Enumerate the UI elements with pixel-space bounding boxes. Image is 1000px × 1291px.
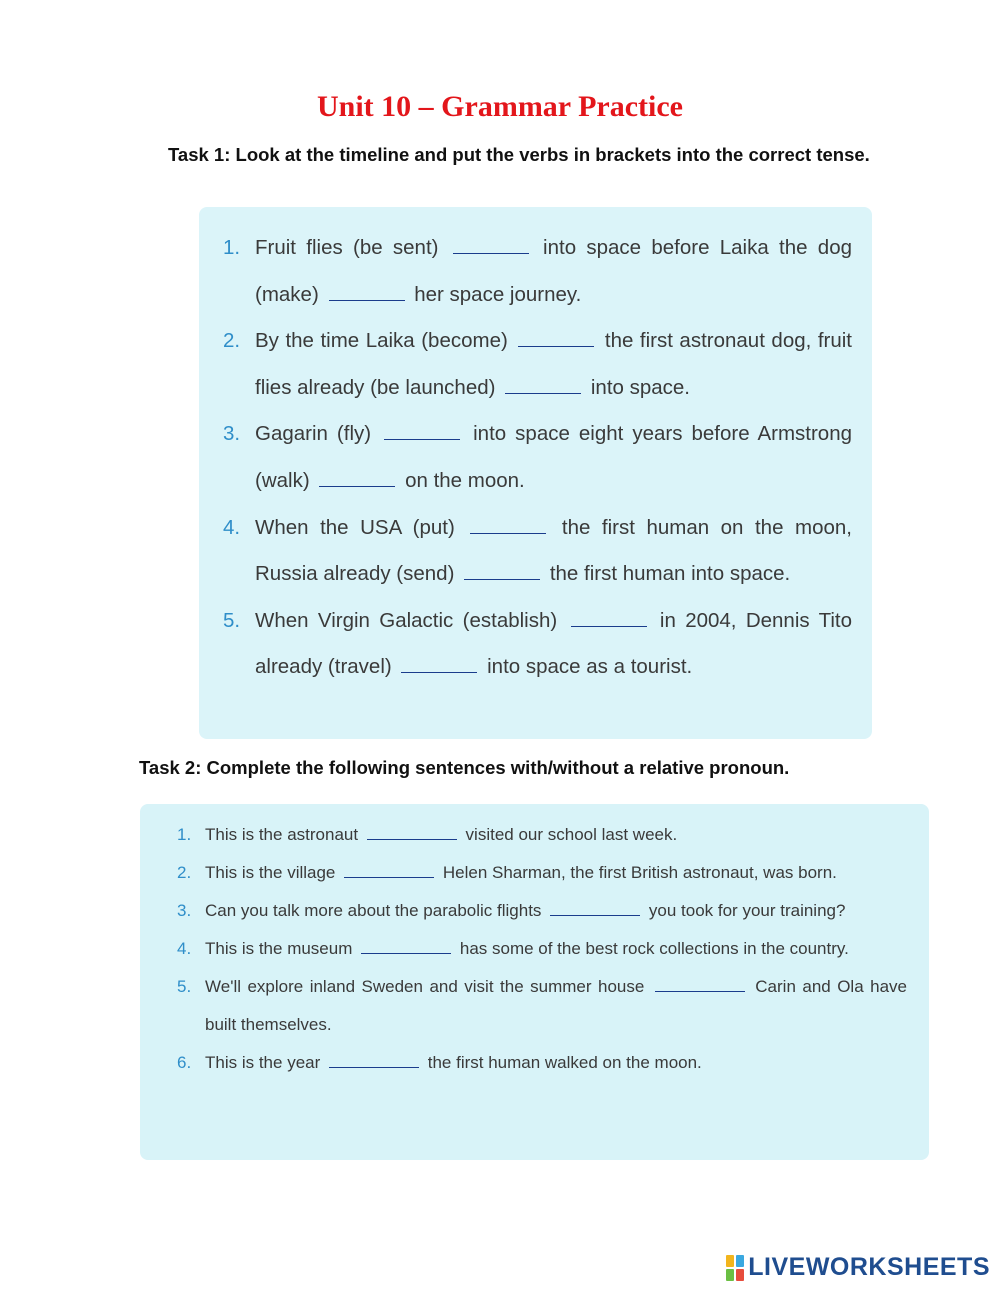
item-text: in 2004, Dennis Tito already (travel): [255, 608, 853, 679]
task2-item: [177, 892, 907, 930]
logo-square: [736, 1255, 744, 1267]
answer-blank[interactable]: [384, 419, 460, 441]
item-text: the first astronaut dog, fruit flies already (be launched): [255, 329, 853, 399]
item-text: the first human on the moon, Russia already (send): [255, 515, 852, 586]
item-text: When Virgin Galactic (establish): [255, 608, 558, 632]
item-text: This is the village: [205, 863, 336, 882]
item-number: 4.: [223, 515, 241, 539]
item-text: This is the year: [205, 1053, 321, 1072]
logo-text: LIVEWORKSHEETS: [748, 1253, 990, 1281]
liveworksheets-logo[interactable]: [726, 1253, 990, 1282]
task2-item: [177, 930, 907, 968]
item-text: visited our school last week.: [465, 825, 678, 844]
logo-square: [736, 1269, 744, 1281]
task1-item: [223, 411, 852, 504]
task2-exercise-box: [140, 804, 929, 1160]
answer-blank[interactable]: [470, 512, 546, 534]
item-number: 2.: [223, 329, 241, 353]
item-number: 4.: [177, 939, 192, 958]
task1-item: [223, 598, 852, 691]
logo-square: [726, 1255, 734, 1267]
item-number: 1.: [223, 236, 241, 259]
item-text: the first human walked on the moon.: [427, 1053, 702, 1072]
answer-blank[interactable]: [505, 372, 581, 394]
answer-blank[interactable]: [464, 559, 540, 581]
item-text: her space journey.: [414, 282, 582, 306]
item-text: Fruit flies (be sent): [255, 236, 439, 259]
item-text: the first human into space.: [549, 562, 791, 586]
answer-blank[interactable]: [329, 1050, 419, 1068]
item-text: you took for your training?: [648, 901, 846, 920]
item-text: Can you talk more about the parabolic flights: [205, 901, 542, 920]
logo-square: [726, 1269, 734, 1281]
item-text: Helen Sharman, the first British astronaut, was born.: [442, 863, 837, 882]
item-number: 2.: [177, 863, 192, 882]
item-text: Carin and Ola have built themselves.: [205, 977, 907, 1034]
answer-blank[interactable]: [319, 465, 395, 487]
item-text: We'll explore inland Sweden and visit the summer house: [205, 977, 645, 996]
answer-blank[interactable]: [453, 233, 529, 255]
item-text: By the time Laika (become): [255, 329, 508, 353]
task2-item: [177, 854, 907, 892]
item-number: 5.: [177, 977, 192, 996]
task2-heading: Task 2: Complete the following sentences with/without a relative pronoun.: [139, 757, 790, 778]
logo-mark-icon: [726, 1255, 744, 1281]
task1-item: [223, 225, 852, 318]
answer-blank[interactable]: [329, 279, 405, 301]
item-text: This is the astronaut: [205, 825, 359, 844]
item-number: 1.: [177, 825, 192, 844]
answer-blank[interactable]: [518, 326, 594, 348]
task1-heading: Task 1: Look at the timeline and put the verbs in brackets into the correct tense.: [168, 144, 870, 165]
task2-item: [177, 1044, 907, 1082]
item-text: into space.: [590, 375, 691, 399]
page-title: Unit 10 – Grammar Practice: [317, 90, 683, 123]
item-text: Gagarin (fly): [255, 422, 372, 446]
item-number: 3.: [177, 901, 192, 920]
task1-item: [223, 505, 852, 598]
answer-blank[interactable]: [550, 898, 640, 916]
item-text: has some of the best rock collections in the country.: [459, 939, 849, 958]
item-number: 6.: [177, 1053, 192, 1072]
answer-blank[interactable]: [401, 652, 477, 674]
item-text: into space as a tourist.: [487, 655, 693, 679]
item-text: into space eight years before Armstrong (walk): [255, 422, 853, 492]
answer-blank[interactable]: [571, 605, 647, 627]
answer-blank[interactable]: [655, 974, 745, 992]
item-text: When the USA (put): [255, 515, 455, 539]
task2-item: [177, 968, 907, 1044]
answer-blank[interactable]: [344, 860, 434, 878]
item-text: on the moon.: [405, 468, 525, 492]
item-number: 5.: [223, 608, 241, 632]
answer-blank[interactable]: [367, 822, 457, 840]
item-text: This is the museum: [205, 939, 353, 958]
task2-item: [177, 816, 907, 854]
task1-item: [223, 318, 852, 411]
task1-exercise-box: [199, 207, 872, 739]
item-number: 3.: [223, 422, 241, 446]
answer-blank[interactable]: [361, 936, 451, 954]
item-text: into space before Laika the dog (make): [255, 236, 852, 306]
